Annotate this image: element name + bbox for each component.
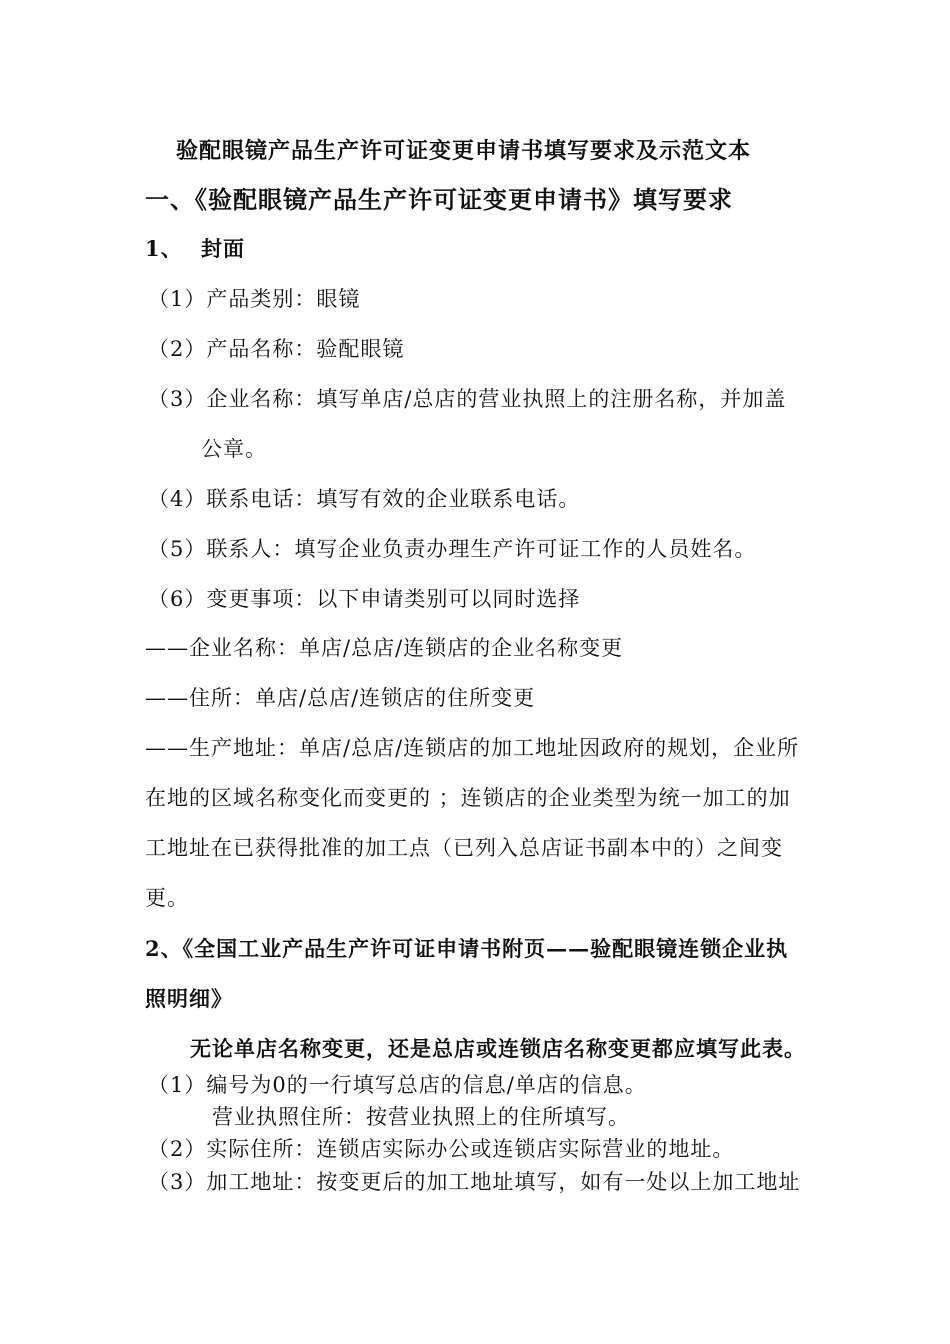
cover-line: （1）产品类别：眼镜 bbox=[148, 287, 361, 311]
note-text: 无论单店名称变更，还是总店或连锁店名称变更都应填写此表。 bbox=[190, 1036, 806, 1061]
change-item: ——企业名称：单店/总店/连锁店的企业名称变更 bbox=[145, 636, 624, 660]
cover-line: （2）产品名称：验配眼镜 bbox=[148, 337, 405, 361]
subsection-heading: 照明细》 bbox=[145, 986, 233, 1011]
cover-line: （4）联系电话：填写有效的企业联系电话。 bbox=[148, 487, 581, 511]
change-item: 工地址在已获得批准的加工点（已列入总店证书副本中的）之间变 bbox=[145, 836, 783, 860]
section-heading: 一、《验配眼镜产品生产许可证变更申请书》填写要求 bbox=[145, 185, 733, 214]
cover-line: （3）企业名称：填写单店/总店的营业执照上的注册名称，并加盖 bbox=[148, 387, 787, 411]
item-number: 1、 bbox=[145, 236, 183, 261]
cover-line: 公章。 bbox=[201, 437, 267, 461]
cover-line: （6）变更事项：以下申请类别可以同时选择 bbox=[148, 587, 581, 611]
paragraph-line: （2）实际住所：连锁店实际办公或连锁店实际营业的地址。 bbox=[148, 1137, 735, 1161]
change-item: ——生产地址：单店/总店/连锁店的加工地址因政府的规划，企业所 bbox=[145, 736, 800, 760]
cover-line: （5）联系人：填写企业负责办理生产许可证工作的人员姓名。 bbox=[148, 537, 757, 561]
paragraph-line: 营业执照住所：按营业执照上的住所填写。 bbox=[212, 1105, 630, 1129]
change-item: ——住所：单店/总店/连锁店的住所变更 bbox=[145, 686, 536, 710]
document-title: 验配眼镜产品生产许可证变更申请书填写要求及示范文本 bbox=[176, 138, 752, 164]
change-item: 在地的区域名称变化而变更的 ；连锁店的企业类型为统一加工的加 bbox=[145, 786, 791, 810]
paragraph-line: （3）加工地址：按变更后的加工地址填写，如有一处以上加工地址 bbox=[148, 1170, 801, 1194]
paragraph-line: （1）编号为0的一行填写总店的信息/单店的信息。 bbox=[148, 1073, 647, 1097]
item-label: 封面 bbox=[201, 236, 245, 261]
subsection-heading: 2、《全国工业产品生产许可证申请书附页——验配眼镜连锁企业执 bbox=[145, 936, 789, 961]
change-item: 更。 bbox=[145, 886, 189, 910]
